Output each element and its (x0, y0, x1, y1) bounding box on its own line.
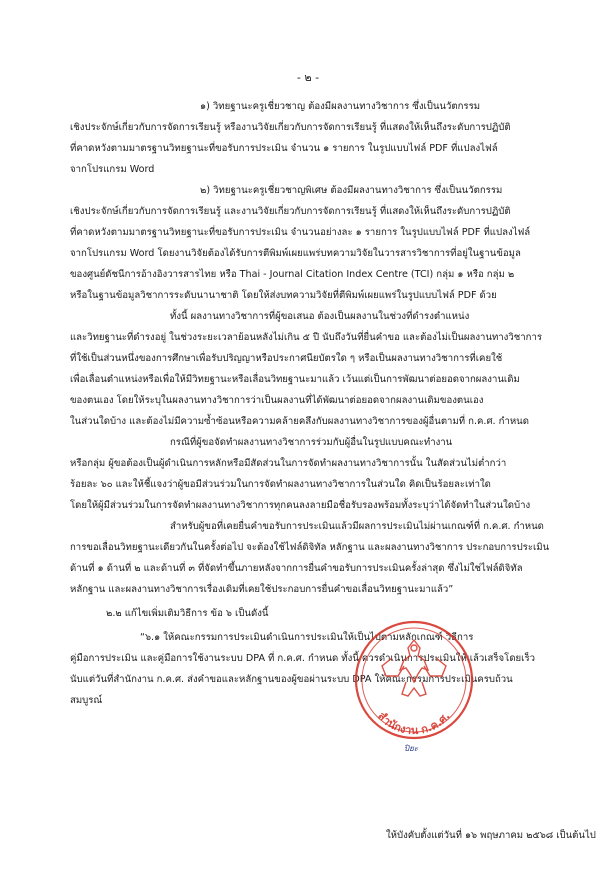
paragraph-2-line: จากโปรแกรม Word โดยงานวิจัยต้องได้รับการตีพิมพ์เผยแพร่บทความวิจัยในวารสารวิชาการที่อยู่ในฐานข้อมูล (70, 248, 521, 259)
seal-text: สำนักงาน ก.ค.ศ. (375, 709, 453, 738)
paragraph-4-line: หรือกลุ่ม ผู้ขอต้องเป็นผู้ดำเนินการหลักหรือมีสัดส่วนในการจัดทำผลงานทางวิชาการนั้น ในสัดส่วนไม่ต่ำกว่า (70, 458, 507, 469)
signature: ปิยะ (404, 744, 419, 753)
paragraph-3-line: ที่ใช้เป็นส่วนหนึ่งของการศึกษาเพื่อรับปริญญาหรือประกาศนียบัตรใด ๆ หรือเป็นผลงานทางวิชาการที่เคยใช้ (70, 353, 503, 364)
paragraph-3-line: และวิทยฐานะที่ดำรงอยู่ ในช่วงระยะเวลาย้อนหลังไม่เกิน ๕ ปี นับถึงวันที่ยื่นคำขอ และต้องไม่เป็นผลงานทางวิชาการ (70, 332, 543, 343)
paragraph-6-line: “๖.๑ ให้คณะกรรมการประเมินดำเนินการประเมินให้เป็นไปตามหลักเกณฑ์ วิธีการ (140, 632, 474, 643)
svg-text:สำนักงาน ก.ค.ศ. (375, 709, 452, 737)
paragraph-3-line: ในส่วนใดบ้าง และต้องไม่มีความซ้ำซ้อนหรือความคล้ายคลึงกับผลงานทางวิชาการของผู้อื่นตามที่ ก.ค.ศ. กำหนด (70, 416, 529, 427)
page-number: - ๒ - (296, 71, 320, 84)
official-seal-stamp (352, 618, 476, 742)
effective-date-footer: ให้บังคับตั้งแต่วันที่ ๑๖ พฤษภาคม ๒๕๖๘ เป็นต้นไป (386, 830, 596, 841)
paragraph-1-line: จากโปรแกรม Word (70, 164, 155, 175)
paragraph-5-line: สำหรับผู้ขอที่เคยยื่นคำขอรับการประเมินแล้วมีผลการประเมินไม่ผ่านเกณฑ์ที่ ก.ค.ศ. กำหนด (170, 521, 544, 532)
paragraph-1-line: ๑) วิทยฐานะครูเชี่ยวชาญ ต้องมีผลงานทางวิชาการ ซึ่งเป็นนวัตกรรม (200, 101, 481, 112)
paragraph-4-line: กรณีที่ผู้ขอจัดทำผลงานทางวิชาการร่วมกับผู้อื่นในรูปแบบคณะทำงาน (170, 437, 453, 448)
paragraph-1-line: ที่คาดหวังตามมาตรฐานวิทยฐานะที่ขอรับการประเมิน จำนวน ๑ รายการ ในรูปแบบไฟล์ PDF ที่แปลงไฟล์ (70, 143, 498, 154)
paragraph-2-line: ๒) วิทยฐานะครูเชี่ยวชาญพิเศษ ต้องมีผลงานทางวิชาการ ซึ่งเป็นนวัตกรรม (200, 185, 503, 196)
paragraph-1-line: เชิงประจักษ์เกี่ยวกับการจัดการเรียนรู้ หรืองานวิจัยเกี่ยวกับการจัดการเรียนรู้ ที่แสดงให้เห็นถึงระดับการปฏิบัติ (70, 122, 511, 133)
paragraph-4-line: ร้อยละ ๖๐ และให้ชี้แจงว่าผู้ขอมีส่วนร่วมในการจัดทำผลงานทางวิชาการในส่วนใด คิดเป็นร้อยละเท่าใด (70, 479, 491, 490)
garuda-emblem-icon (382, 640, 446, 696)
paragraph-6-line: คู่มือการประเมิน และคู่มือการใช้งานระบบ DPA ที่ ก.ค.ศ. กำหนด ทั้งนี้ ควรดำเนินการประเมินให้แล้วเสร็จโดยเร็ว (70, 653, 535, 664)
paragraph-2-line: เชิงประจักษ์เกี่ยวกับการจัดการเรียนรู้ และงานวิจัยเกี่ยวกับการจัดการเรียนรู้ ที่แสดงให้เห็นถึงระดับการปฏิบัติ (70, 206, 511, 217)
paragraph-5-line: การขอเลื่อนวิทยฐานะเดียวกันในครั้งต่อไป จะต้องใช้ไฟล์ดิจิทัล หลักฐาน และผลงานทางวิชาการ ประกอบการประเมิน (70, 542, 550, 553)
paragraph-5-line: หลักฐาน และผลงานทางวิชาการเรื่องเดิมที่เคยใช้ประกอบการยื่นคำขอเลื่อนวิทยฐานะมาแล้ว” (70, 584, 454, 595)
paragraph-4-line: โดยให้ผู้มีส่วนร่วมในการจัดทำผลงานทางวิชาการทุกคนลงลายมือชื่อรับรองพร้อมทั้งระบุว่าได้จัดทำในส่วนใดบ้าง (70, 500, 531, 511)
paragraph-6-line: สมบูรณ์ (70, 695, 103, 706)
paragraph-2-line: ที่คาดหวังตามมาตรฐานวิทยฐานะที่ขอรับการประเมิน จำนวนอย่างละ ๑ รายการ ในรูปแบบไฟล์ PDF ที่แปลงไฟล์ (70, 227, 531, 238)
section-heading: ๒.๒ แก้ไขเพิ่มเติมวิธีการ ข้อ ๖ เป็นดังนี้ (106, 608, 269, 619)
paragraph-6-line: นับแต่วันที่สำนักงาน ก.ค.ศ. ส่งคำขอและหลักฐานของผู้ขอผ่านระบบ DPA ให้คณะกรรมการประเมินครบถ้วน (70, 674, 513, 685)
paragraph-3-line: ของตนเอง โดยให้ระบุในผลงานทางวิชาการว่าเป็นผลงานที่ได้พัฒนาต่อยอดจากผลงานเดิมของตนเอง (70, 395, 484, 406)
paragraph-5-line: ด้านที่ ๑ ด้านที่ ๒ และด้านที่ ๓ ที่จัดทำขึ้นภายหลังจากการยื่นคำขอรับการประเมินครั้งล่าสุด ซึ่งไม่ใช่ไฟล์ดิจิทัล (70, 563, 523, 574)
paragraph-2-line: ของศูนย์ดัชนีการอ้างอิงวารสารไทย หรือ Thai - Journal Citation Index Centre (TCI) กลุ่ม ๑ หรือ กลุ่ม ๒ (70, 269, 515, 280)
paragraph-2-line: หรือในฐานข้อมูลวิชาการระดับนานาชาติ โดยให้ส่งบทความวิจัยที่ตีพิมพ์เผยแพร่ในรูปแบบไฟล์ PDF ด้วย (70, 290, 497, 301)
paragraph-3-line: ทั้งนี้ ผลงานทางวิชาการที่ผู้ขอเสนอ ต้องเป็นผลงานในช่วงที่ดำรงตำแหน่ง (170, 311, 470, 322)
paragraph-3-line: เพื่อเลื่อนตำแหน่งหรือเพื่อให้มีวิทยฐานะหรือเลื่อนวิทยฐานะมาแล้ว เว้นแต่เป็นการพัฒนาต่อยอดจากผลงานเดิม (70, 374, 520, 385)
